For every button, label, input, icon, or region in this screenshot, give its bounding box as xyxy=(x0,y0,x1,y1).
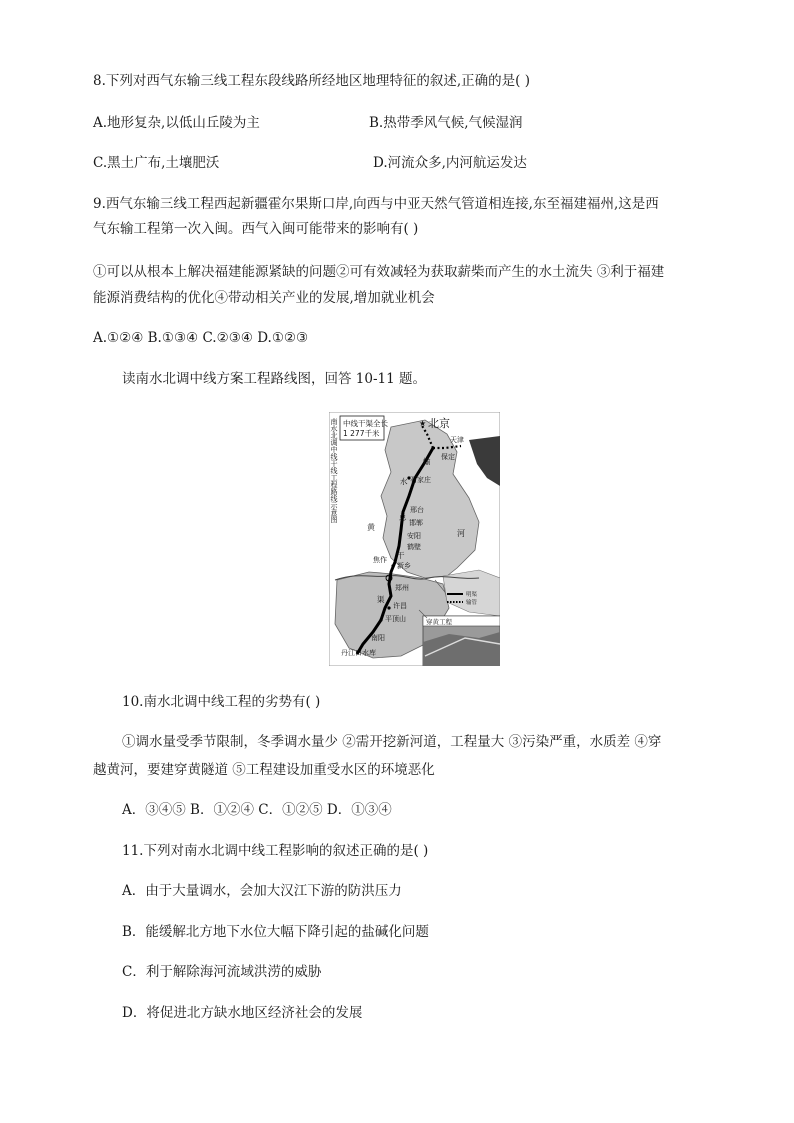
q9-options: A.①②④ B.①③④ C.②③④ D.①②③ xyxy=(93,330,309,346)
legend-open-label: 明渠 xyxy=(466,592,478,598)
star-icon: ★ xyxy=(419,419,427,428)
city-nanyang: 南阳 xyxy=(371,634,385,642)
q11-stem: 11.下列对南水北调中线工程影响的叙述正确的是( ) xyxy=(122,843,429,859)
label-huang: 黄 xyxy=(367,523,375,532)
city-hebi: 鹤壁 xyxy=(407,543,421,551)
q8-option-a: A.地形复杂,以低山丘陵为主 xyxy=(93,115,260,131)
canal-char: 干 xyxy=(397,551,405,560)
city-dot xyxy=(387,606,390,609)
label-he: 河 xyxy=(457,529,465,538)
city-baoding: 保定 xyxy=(441,453,455,461)
q11-option-c: C．利于解除海河流域洪涝的威胁 xyxy=(122,964,322,980)
canal-char: 总 xyxy=(399,513,407,522)
city-xuchang: 许昌 xyxy=(393,602,407,610)
q10-statements-line-1: ①调水量受季节限制，冬季调水量少 ②需开挖新河道，工程量大 ③污染严重，水质差 ④穿 xyxy=(122,734,662,750)
map-side-title: 南水北调中线干线工程路线示意图 xyxy=(330,418,338,523)
q8-stem: 8.下列对西气东输三线工程东段线路所经地区地理特征的叙述,正确的是( ) xyxy=(93,73,530,89)
city-dot xyxy=(431,446,434,449)
q8-option-d: D.河流众多,内河航运发达 xyxy=(373,155,527,171)
city-beijing: 北京 xyxy=(428,417,450,430)
q9-stem-line-2: 气东输工程第一次入闽。西气入闽可能带来的影响有( ) xyxy=(93,221,419,237)
canal-char: 输 xyxy=(423,457,431,466)
q9-statements-line-1: ①可以从根本上解决福建能源紧缺的问题②可有效减轻为获取薪柴而产生的水土流失 ③利于福建 xyxy=(93,264,665,280)
q9-statements-line-2: 能源消费结构的优化④带动相关产业的发展,增加就业机会 xyxy=(93,290,435,306)
city-zhengzhou: 郑州 xyxy=(395,584,409,592)
canal-char: 水 xyxy=(400,477,408,486)
city-anyang: 安阳 xyxy=(407,532,421,540)
city-jiaozuo: 焦作 xyxy=(373,556,387,564)
q11-option-b: B．能缓解北方地下水位大幅下降引起的盐碱化问题 xyxy=(122,924,429,940)
q10-options: A．③④⑤ B．①②④ C．①②⑤ D．①③④ xyxy=(122,802,392,818)
photo-label: 穿黄工程 xyxy=(426,618,452,626)
city-dot xyxy=(391,564,394,567)
length-box-title: 中线干渠全长 xyxy=(343,419,388,428)
city-xingtai: 邢台 xyxy=(410,506,424,514)
legend-pipe-label: 输管 xyxy=(466,600,478,606)
city-danjiangkou: 丹江口水库 xyxy=(341,649,376,657)
q8-option-c: C.黑土广布,土壤肥沃 xyxy=(93,155,220,171)
q11-option-d: D．将促进北方缺水地区经济社会的发展 xyxy=(122,1005,363,1021)
canal-char: 渠 xyxy=(377,595,385,604)
length-box-value: 1 277千米 xyxy=(343,429,380,438)
city-pingdingshan: 平顶山 xyxy=(385,615,406,623)
city-tianjin: 天津 xyxy=(450,436,464,444)
map-intro: 读南水北调中线方案工程路线图，回答 10-11 题。 xyxy=(122,371,426,387)
city-handan: 邯郸 xyxy=(409,519,423,527)
city-dot xyxy=(379,618,382,621)
q11-option-a: A．由于大量调水，会加大汉江下游的防洪压力 xyxy=(122,883,402,899)
city-xinxiang: 新乡 xyxy=(397,562,411,570)
q10-stem: 10.南水北调中线工程的劣势有( ) xyxy=(122,694,321,710)
route-map xyxy=(329,412,500,666)
q8-option-b: B.热带季风气候,气候湿润 xyxy=(369,115,523,131)
q10-statements-line-2: 越黄河，要建穿黄隧道 ⑤工程建设加重受水区的环境恶化 xyxy=(93,762,435,778)
q9-stem-line-1: 9.西气东输三线工程西起新疆霍尔果斯口岸,向西与中亚天然气管道相连接,东至福建福州,这是西 xyxy=(93,196,659,212)
city-shijiazhuang: 石家庄 xyxy=(410,476,431,484)
